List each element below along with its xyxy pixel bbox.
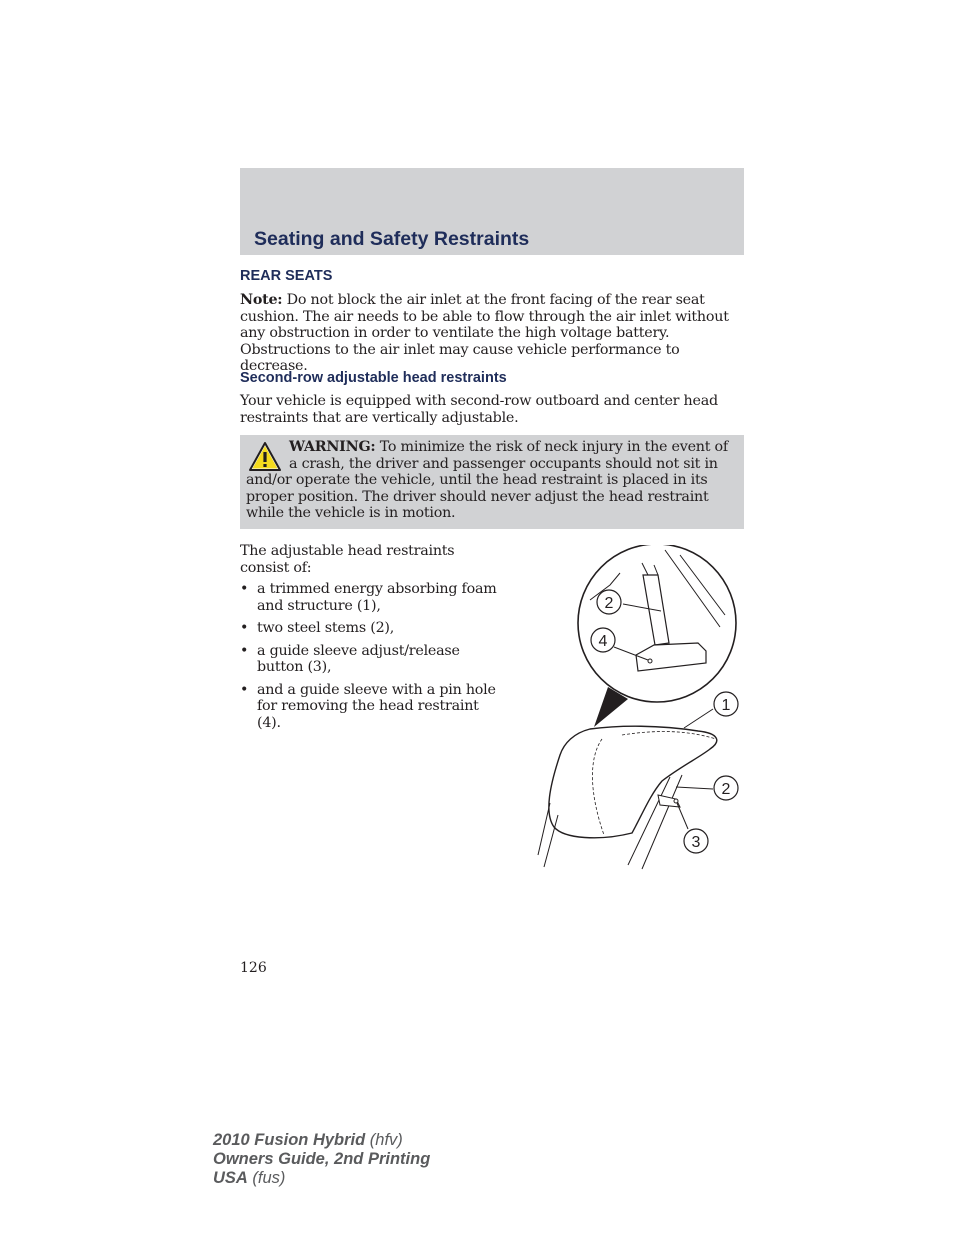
components-intro: The adjustable head restraints consist of: <box>240 543 455 576</box>
callout-2-bottom <box>714 776 738 800</box>
header-band <box>240 168 744 255</box>
list-item: • and a guide sleeve with a pin hole for removing the head restraint (4). <box>240 682 500 732</box>
components-list <box>240 581 500 737</box>
list-item: • two steel stems (2), <box>240 620 500 637</box>
section-title: REAR SEATS <box>240 268 333 284</box>
footer-market: USA <box>213 1169 248 1187</box>
warning-text <box>246 439 738 522</box>
subsection-title: Second-row adjustable head restraints <box>240 370 507 386</box>
footer-imprint <box>213 1131 430 1188</box>
page-title: Seating and Safety Restraints <box>254 228 530 250</box>
callout-4 <box>591 628 615 652</box>
list-item: • a guide sleeve adjust/release button (3), <box>240 643 500 676</box>
callout-label: 3 <box>691 834 701 851</box>
callout-2-top <box>597 590 621 614</box>
callout-3 <box>684 829 708 853</box>
callout-label: 4 <box>598 633 608 650</box>
head-restraint-illustration <box>530 545 750 875</box>
warning-box <box>240 435 744 529</box>
footer-model: 2010 Fusion Hybrid <box>213 1131 366 1149</box>
callout-label: 2 <box>604 595 614 612</box>
callout-1 <box>714 692 738 716</box>
note-label: Note: <box>240 292 283 308</box>
warning-body: To minimize the risk of neck injury in the event of a crash, the driver and passenger occupants should not sit in and/or operate the vehicle, until the head restraint is placed in its proper position. The driver should never adjust the head restraint while the vehicle is in motion. <box>246 439 728 521</box>
callout-label: 2 <box>721 781 731 798</box>
footer-guide: Owners Guide, 2nd Printing <box>213 1150 431 1168</box>
warning-label: WARNING: <box>289 439 376 455</box>
note-paragraph <box>240 292 746 375</box>
callout-label: 1 <box>721 697 731 714</box>
note-text: Do not block the air inlet at the front facing of the rear seat cushion. The air needs to be able to flow through the air inlet without any obstruction in order to ventilate the high voltage battery. Obstructions to the air inlet may cause vehicle performance to decrease. <box>240 292 729 374</box>
footer-market-code: (fus) <box>247 1169 286 1187</box>
page-number: 126 <box>240 960 267 976</box>
footer-model-code: (hfv) <box>365 1131 403 1149</box>
subsection-intro: Your vehicle is equipped with second-row outboard and center head restraints that are vertically adjustable. <box>240 393 718 426</box>
list-item: • a trimmed energy absorbing foam and structure (1), <box>240 581 500 614</box>
